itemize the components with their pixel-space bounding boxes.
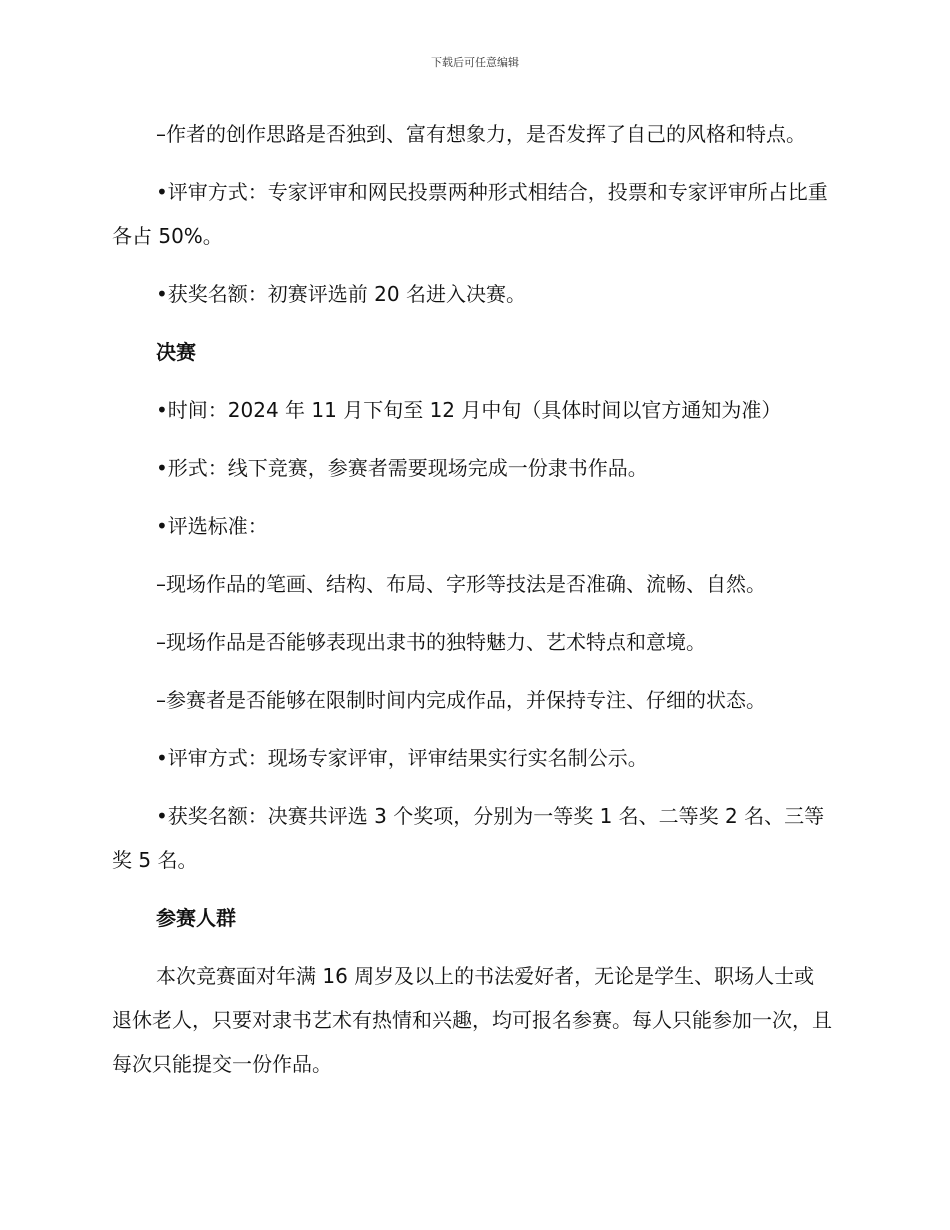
paragraph-final-criteria-charm: –现场作品是否能够表现出隶书的独特魅力、艺术特点和意境。 — [156, 630, 706, 654]
document-body — [112, 112, 832, 1100]
paragraph-final-awards: •获奖名额：决赛共评选 3 个奖项，分别为一等奖 1 名、二等奖 2 名、三等奖 5 名。 — [112, 804, 825, 872]
paragraph-criteria-originality: –作者的创作思路是否独到、富有想象力，是否发挥了自己的风格和特点。 — [156, 122, 806, 146]
paragraph-participants: 本次竞赛面对年满 16 周岁及以上的书法爱好者，无论是学生、职场人士或退休老人，只要对隶书艺术有热情和兴趣，均可报名参赛。每人只能参加一次，且每次只能提交一份作品。 — [112, 964, 832, 1076]
paragraph-preliminary-review-method: •评审方式：专家评审和网民投票两种形式相结合，投票和专家评审所占比重各占 50%。 — [112, 180, 828, 248]
paragraph-final-criteria-title: •评选标准： — [156, 514, 268, 538]
paragraph-final-time: •时间：2024 年 11 月下旬至 12 月中旬（具体时间以官方通知为准） — [156, 398, 782, 422]
heading-participants: 参赛人群 — [156, 906, 236, 930]
paragraph-final-criteria-time: –参赛者是否能够在限制时间内完成作品，并保持专注、仔细的状态。 — [156, 688, 766, 712]
header-note: 下载后可任意编辑 — [431, 56, 519, 69]
heading-final: 决赛 — [156, 340, 196, 364]
paragraph-final-criteria-technique: –现场作品的笔画、结构、布局、字形等技法是否准确、流畅、自然。 — [156, 572, 766, 596]
paragraph-preliminary-quota: •获奖名额：初赛评选前 20 名进入决赛。 — [156, 282, 526, 306]
paragraph-final-review-method: •评审方式：现场专家评审，评审结果实行实名制公示。 — [156, 746, 648, 770]
paragraph-final-format: •形式：线下竞赛，参赛者需要现场完成一份隶书作品。 — [156, 456, 648, 480]
